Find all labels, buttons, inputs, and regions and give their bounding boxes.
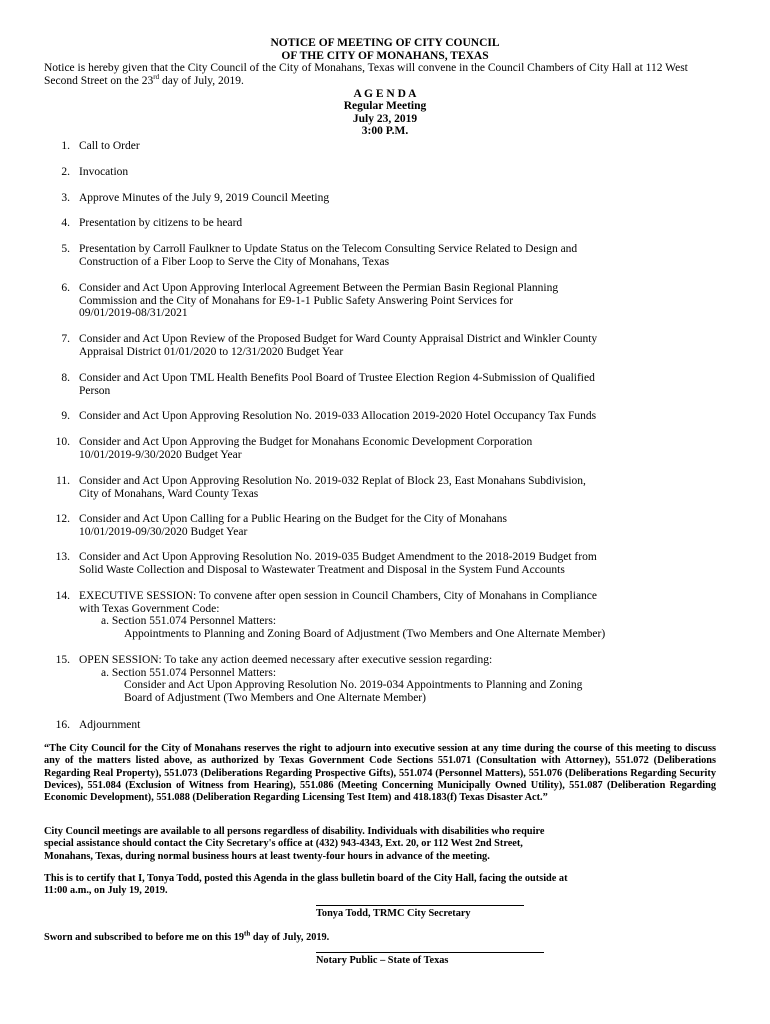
item-text: Adjournment: [79, 719, 141, 731]
secretary-signature-label: Tonya Todd, TRMC City Secretary: [316, 908, 471, 919]
item-subsection: a. Section 551.074 Personnel Matters:: [101, 666, 277, 679]
item-line: 10/01/2019-9/30/2020 Budget Year: [79, 448, 242, 461]
item-text: [79, 436, 719, 461]
meeting-time: 3:00 P.M.: [361, 124, 409, 137]
sworn-text: Sworn and subscribed to before me on this 19: [44, 932, 245, 943]
notice-text-end: day of July, 2019.: [159, 75, 244, 87]
meeting-notice: [44, 62, 714, 88]
item-number: 5.: [61, 243, 70, 255]
sworn-ordinal-suffix: th: [244, 929, 251, 938]
item-line: Solid Waste Collection and Disposal to Wastewater Treatment and Disposal in the System Fund Accounts: [79, 563, 565, 576]
statement-line: Monahans, Texas, during normal business hours at least twenty-four hours in advance of the meeting.: [44, 850, 490, 862]
statement-line: City Council meetings are available to all persons regardless of disability. Individuals with disabilities who require: [44, 826, 545, 837]
item-line: OPEN SESSION: To take any action deemed necessary after executive session regarding:: [79, 654, 493, 666]
item-text: [79, 551, 719, 576]
item-subsection: a. Section 551.074 Personnel Matters:: [101, 615, 277, 627]
item-number: 3.: [61, 192, 70, 204]
statement-line: 11:00 a.m., on July 19, 2019.: [44, 885, 168, 897]
item-number: 6.: [61, 282, 70, 294]
item-text: [79, 654, 719, 704]
item-line: EXECUTIVE SESSION: To convene after open session in Council Chambers, City of Monahans in Compliance: [79, 590, 598, 602]
item-text: [79, 372, 719, 397]
item-line: Construction of a Fiber Loop to Serve the City of Monahans, Texas: [79, 255, 390, 268]
secretary-signature-line: [316, 905, 524, 906]
posting-certification: [44, 873, 716, 898]
item-text: [79, 513, 719, 538]
item-number: 11.: [56, 475, 70, 487]
item-number: 9.: [61, 410, 70, 422]
item-line: 10/01/2019-09/30/2020 Budget Year: [79, 525, 248, 538]
document-title-line2: OF THE CITY OF MONAHANS, TEXAS: [281, 50, 489, 62]
item-text: [79, 475, 719, 500]
statement-line: This is to certify that I, Tonya Todd, posted this Agenda in the glass bulletin board of the City Hall, facing the outside at: [44, 873, 568, 884]
accessibility-statement: [44, 826, 716, 863]
item-line: Consider and Act Upon Approving Interlocal Agreement Between the Permian Basin Regional Planning: [79, 282, 559, 294]
item-subsection-body: Appointments to Planning and Zoning Board of Adjustment (Two Members and One Alternate Member): [124, 627, 606, 640]
agenda-label: A G E N D A: [353, 88, 417, 100]
executive-session-statement: “The City Council for the City of Monahans reserves the right to adjourn into executive session at any time during the course of this meeting to discuss any of the matters listed above, as authorized by Texas Government Code Sections 551.071 (Consultation with Attorney), 551.072 (Deliberations Regarding Real Property), 551.073 (Deliberations Regarding Prospective Gifts), 551.074 (Personnel Matters), 551.076 (Deliberations Regarding Security Devices), 551.084 (Exclusion of Witness from Hearing), 551.086 (Meeting Concerning Municipally Owned Utility), 551.087 (Deliberation Regarding Economic Development), 551.088 (Deliberation Regarding Licensing Test Item) and 418.183(f) Texas Disaster Act.”: [44, 743, 716, 804]
item-number: 2.: [61, 166, 70, 178]
item-subsection-body: Consider and Act Upon Approving Resolution No. 2019-034 Appointments to Planning and Zoning: [124, 679, 583, 691]
item-line: Consider and Act Upon Approving Resolution No. 2019-035 Budget Amendment to the 2018-2019 Budget from: [79, 551, 597, 563]
item-text: Consider and Act Upon Approving Resolution No. 2019-033 Allocation 2019-2020 Hotel Occupancy Tax Funds: [79, 410, 597, 422]
item-text: [79, 243, 719, 268]
item-line: Presentation by Carroll Faulkner to Update Status on the Telecom Consulting Service Related to Design and: [79, 243, 578, 255]
notary-signature-label: Notary Public – State of Texas: [316, 955, 449, 966]
item-number: 7.: [61, 333, 70, 345]
item-number: 12.: [55, 513, 70, 525]
item-line: Commission and the City of Monahans for E9-1-1 Public Safety Answering Point Services for: [79, 294, 514, 307]
item-line: 09/01/2019-08/31/2021: [79, 307, 188, 319]
meeting-date: July 23, 2019: [352, 112, 418, 125]
item-text: Call to Order: [79, 140, 140, 152]
agenda-header: [0, 88, 770, 137]
item-text: Presentation by citizens to be heard: [79, 217, 243, 229]
item-line: Consider and Act Upon Approving the Budget for Monahans Economic Development Corporation: [79, 436, 533, 448]
document-title-line1: NOTICE OF MEETING OF CITY COUNCIL: [270, 37, 500, 49]
item-number: 13.: [55, 551, 70, 563]
item-text: [79, 590, 719, 640]
sworn-text-end: day of July, 2019.: [250, 932, 330, 943]
meeting-type: Regular Meeting: [343, 100, 427, 113]
item-line: Consider and Act Upon Review of the Proposed Budget for Ward County Appraisal District and Winkler County: [79, 333, 598, 345]
statement-line: special assistance should contact the City Secretary's office at (432) 943-4343, Ext. 20, or 112 West 2nd Street,: [44, 838, 523, 850]
item-number: 15.: [55, 654, 70, 666]
item-line: City of Monahans, Ward County Texas: [79, 487, 259, 500]
notary-signature-line: [316, 952, 544, 953]
item-number: 14.: [55, 590, 70, 602]
item-number: 8.: [61, 372, 70, 384]
item-text: Invocation: [79, 166, 129, 178]
notice-text: Notice is hereby given that the City Council of the City of Monahans, Texas will convene in the Council Chambers of City Hall at 112 West Second Street on the 23: [44, 62, 688, 87]
item-subsection-body: Board of Adjustment (Two Members and One Alternate Member): [124, 691, 426, 704]
item-number: 4.: [61, 217, 70, 229]
item-line: with Texas Government Code:: [79, 602, 220, 615]
item-line: Consider and Act Upon Approving Resolution No. 2019-032 Replat of Block 23, East Monahans Subdivision,: [79, 475, 586, 487]
item-line: Consider and Act Upon TML Health Benefits Pool Board of Trustee Election Region 4-Submission of Qualified: [79, 372, 595, 384]
item-number: 1.: [61, 140, 70, 152]
notice-ordinal-suffix: rd: [153, 73, 160, 82]
sworn-statement: [44, 929, 716, 944]
item-text: Approve Minutes of the July 9, 2019 Council Meeting: [79, 192, 330, 204]
item-number: 16.: [55, 719, 70, 731]
item-text: [79, 333, 719, 358]
item-line: Appraisal District 01/01/2020 to 12/31/2020 Budget Year: [79, 345, 344, 358]
item-text: [79, 282, 719, 320]
item-number: 10.: [55, 436, 70, 448]
item-line: Person: [79, 384, 111, 397]
item-line: Consider and Act Upon Calling for a Public Hearing on the Budget for the City of Monahans: [79, 513, 507, 525]
